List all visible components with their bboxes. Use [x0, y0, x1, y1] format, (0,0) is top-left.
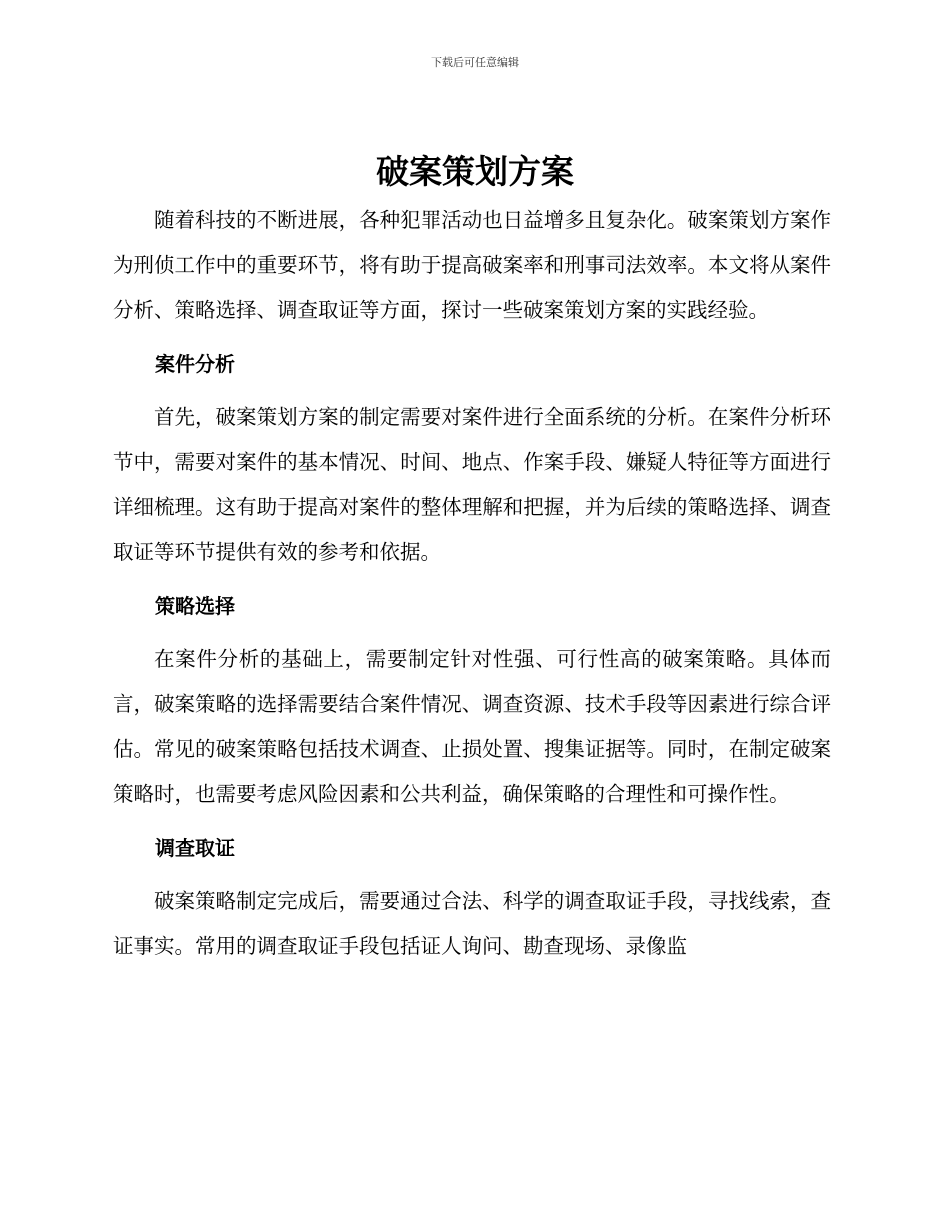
document-title: 破案策划方案: [376, 152, 574, 191]
intro-paragraph: 随着科技的不断进展，各种犯罪活动也日益增多且复杂化。破案策划方案作为刑侦工作中的重要环节，将有助于提高破案率和刑事司法效率。本文将从案件分析、策略选择、调查取证等方面，探讨一些破案策划方案的实践经验。: [113, 208, 831, 322]
document-body: [113, 198, 831, 979]
header-note: 下载后可任意编辑: [431, 56, 519, 69]
case-analysis-paragraph: 首先，破案策划方案的制定需要对案件进行全面系统的分析。在案件分析环节中，需要对案件的基本情况、时间、地点、作案手段、嫌疑人特征等方面进行详细梳理。这有助于提高对案件的整体理解和把握，并为后续的策略选择、调查取证等环节提供有效的参考和依据。: [113, 405, 831, 564]
section-heading-case-analysis: 案件分析: [155, 352, 235, 376]
investigation-paragraph: 破案策略制定完成后，需要通过合法、科学的调查取证手段，寻找线索，查证事实。常用的调查取证手段包括证人询问、勘查现场、录像监: [113, 889, 831, 958]
strategy-paragraph: 在案件分析的基础上，需要制定针对性强、可行性高的破案策略。具体而言，破案策略的选择需要结合案件情况、调查资源、技术手段等因素进行综合评估。常见的破案策略包括技术调查、止损处置、搜集证据等。同时，在制定破案策略时，也需要考虑风险因素和公共利益，确保策略的合理性和可操作性。: [113, 647, 831, 806]
section-heading-strategy: 策略选择: [155, 594, 235, 618]
section-heading-investigation: 调查取证: [155, 836, 235, 860]
